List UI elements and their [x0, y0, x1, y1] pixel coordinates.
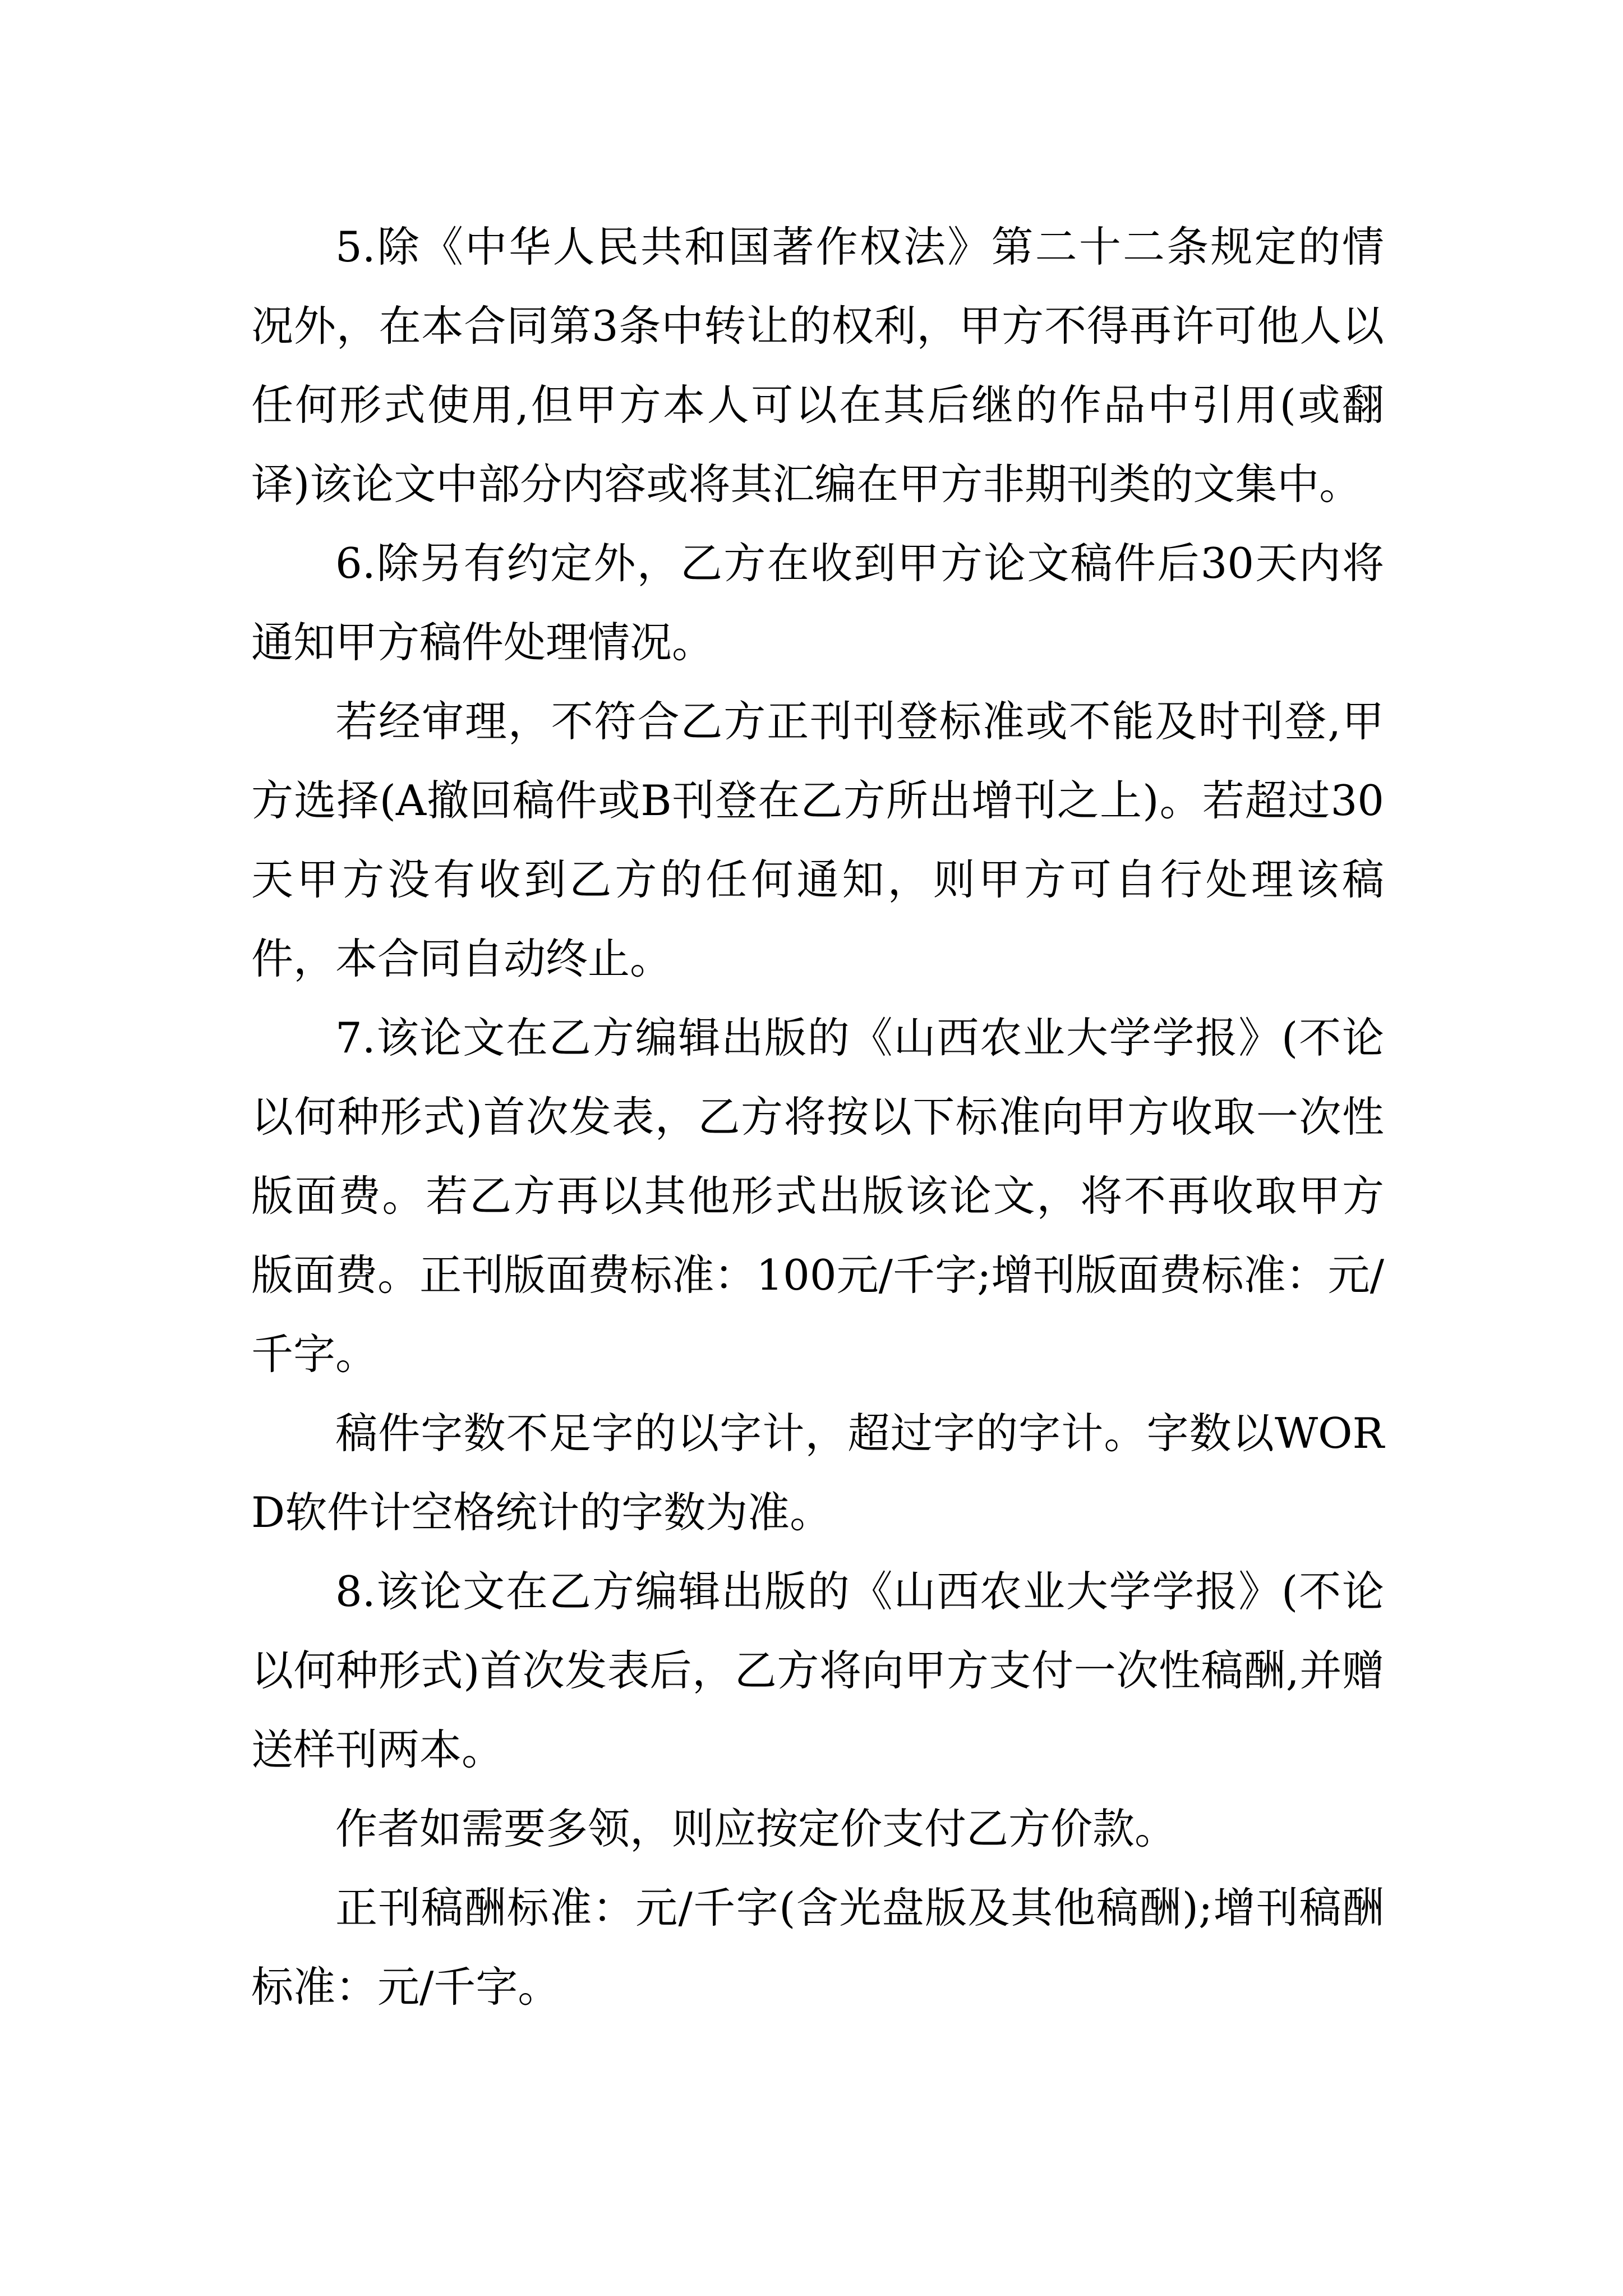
review-result-paragraph: 若经审理，不符合乙方正刊刊登标准或不能及时刊登,甲方选择(A撤回稿件或B刊登在乙方所出增刊之上)。若超过30天甲方没有收到乙方的任何通知，则甲方可自行处理该稿件，本合同自动终止。 [251, 697, 1384, 983]
clause-8-paragraph: 8.该论文在乙方编辑出版的《山西农业大学学报》(不论以何种形式)首次发表后，乙方将向甲方支付一次性稿酬,并赠送样刊两本。 [251, 1567, 1384, 1774]
extra-copies-paragraph: 作者如需要多领，则应按定价支付乙方价款。 [335, 1804, 1177, 1853]
clause-5-paragraph: 5.除《中华人民共和国著作权法》第二十二条规定的情况外，在本合同第3条中转让的权利，甲方不得再许可他人以任何形式使用,但甲方本人可以在其后继的作品中引用(或翻译)该论文中部分内容或将其汇编在甲方非期刊类的文集中。 [251, 222, 1384, 509]
clause-7-paragraph: 7.该论文在乙方编辑出版的《山西农业大学学报》(不论以何种形式)首次发表，乙方将按以下标准向甲方收取一次性版面费。若乙方再以其他形式出版该论文，将不再收取甲方版面费。正刊版面费标准：100元/千字;增刊版面费标准：元/千字。 [251, 1013, 1384, 1379]
contract-body [251, 208, 1384, 2027]
word-count-paragraph: 稿件字数不足字的以字计，超过字的字计。字数以WORD软件计空格统计的字数为准。 [251, 1409, 1384, 1537]
clause-6-paragraph: 6.除另有约定外，乙方在收到甲方论文稿件后30天内将通知甲方稿件处理情况。 [251, 539, 1384, 667]
royalty-standard-paragraph: 正刊稿酬标准：元/千字(含光盘版及其他稿酬);增刊稿酬标准：元/千字。 [251, 1883, 1384, 2012]
